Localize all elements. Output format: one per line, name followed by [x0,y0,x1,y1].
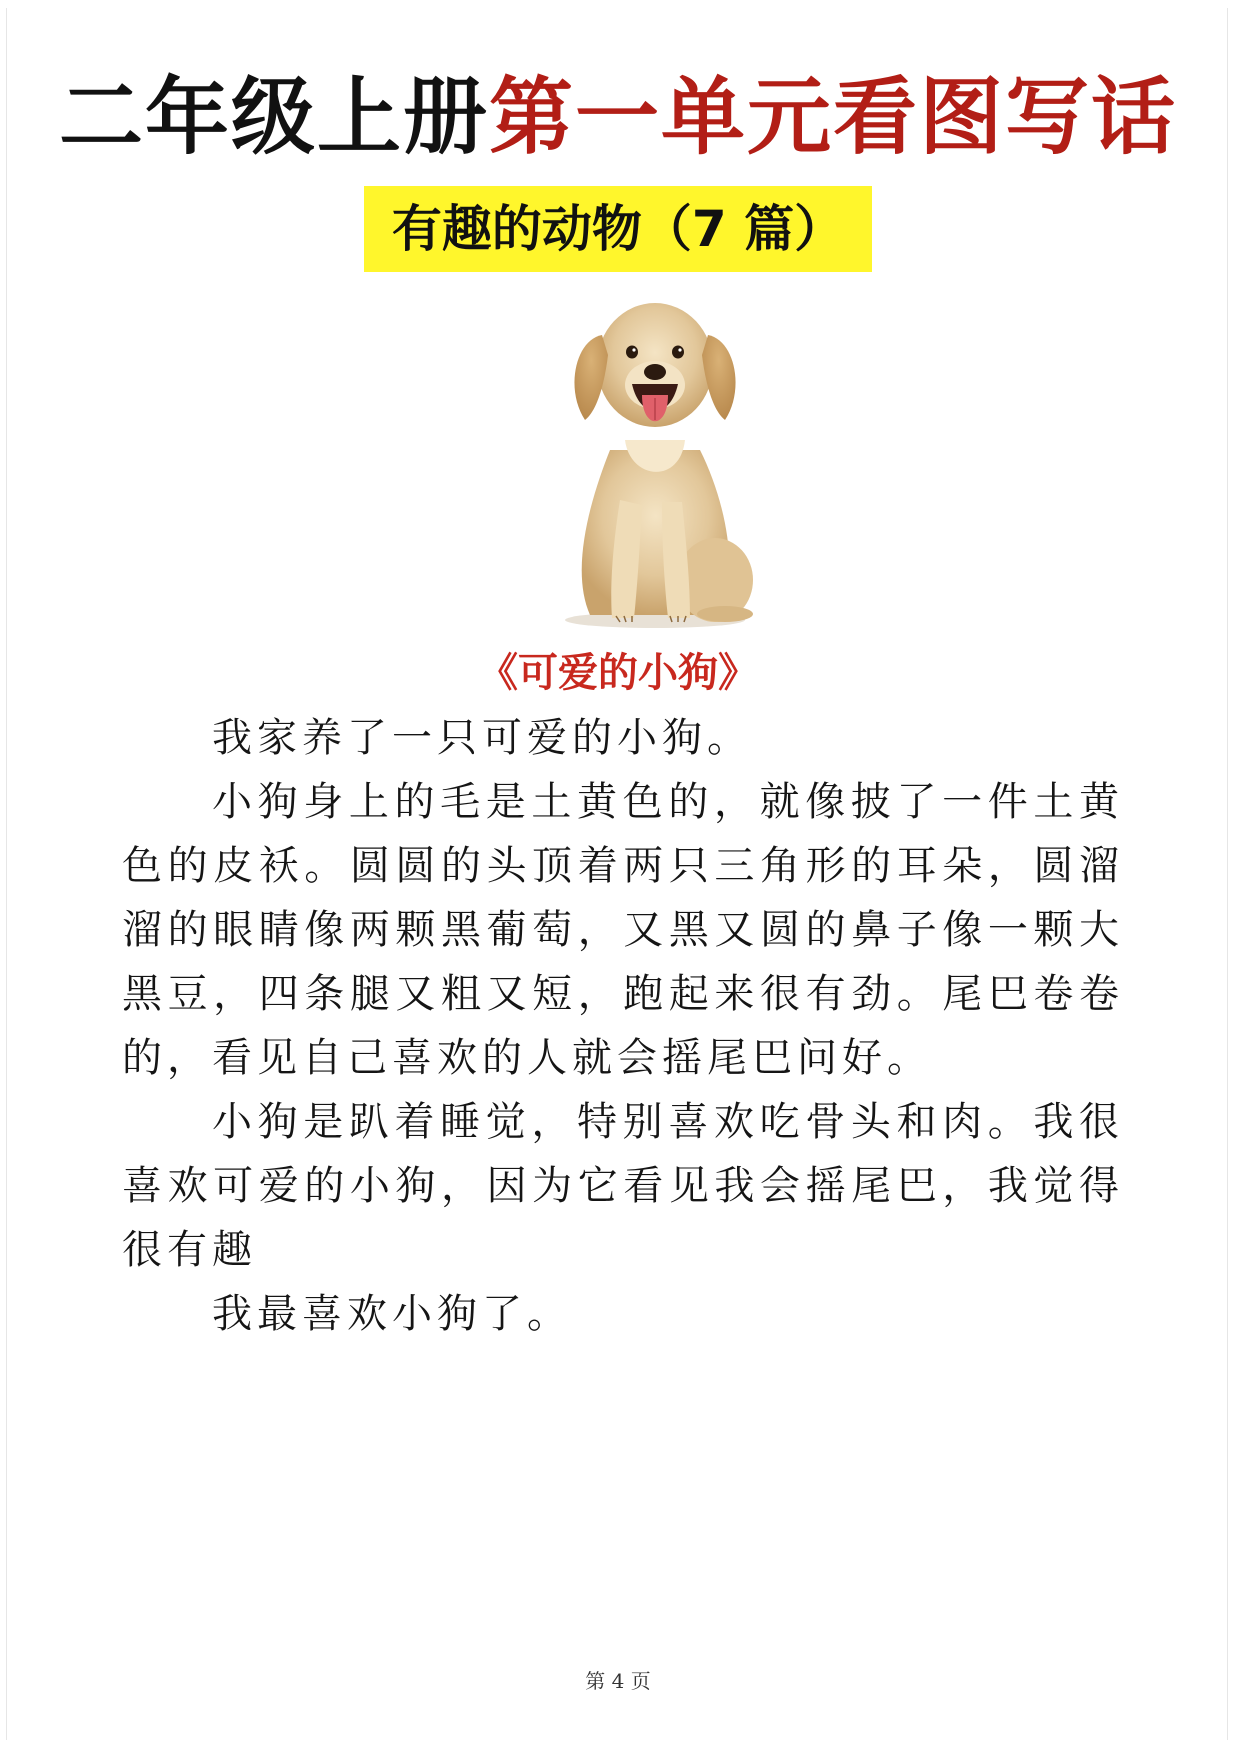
puppy-illustration [550,280,760,630]
page-title [0,62,1236,172]
story-paragraph: 小狗身上的毛是土黄色的，就像披了一件土黄色的皮袄。圆圆的头顶着两只三角形的耳朵，圆溜溜的眼睛像两颗黑葡萄，又黑又圆的鼻子像一颗大黑豆，四条腿又粗又短，跑起来很有劲。尾巴卷卷的，看见自己喜欢的人就会摇尾巴问好。 [122,779,1124,1081]
subtitle-highlight: 有趣的动物（7 篇） [364,186,872,272]
story-title: 《可爱的小狗》 [478,650,758,696]
story-paragraph: 我最喜欢小狗了。 [212,1291,572,1337]
story-paragraph: 小狗是趴着睡觉，特别喜欢吃骨头和肉。我很喜欢可爱的小狗，因为它看见我会摇尾巴，我觉得很有趣 [122,1099,1124,1273]
title-unit: 第一单元看图写话 [489,68,1178,166]
story-body [122,706,1124,1346]
title-grade: 二年级上册 [58,68,489,166]
story-paragraph: 我家养了一只可爱的小狗。 [212,715,752,761]
subtitle-container [0,186,1236,272]
page-number: 第 4 页 [585,1669,651,1693]
